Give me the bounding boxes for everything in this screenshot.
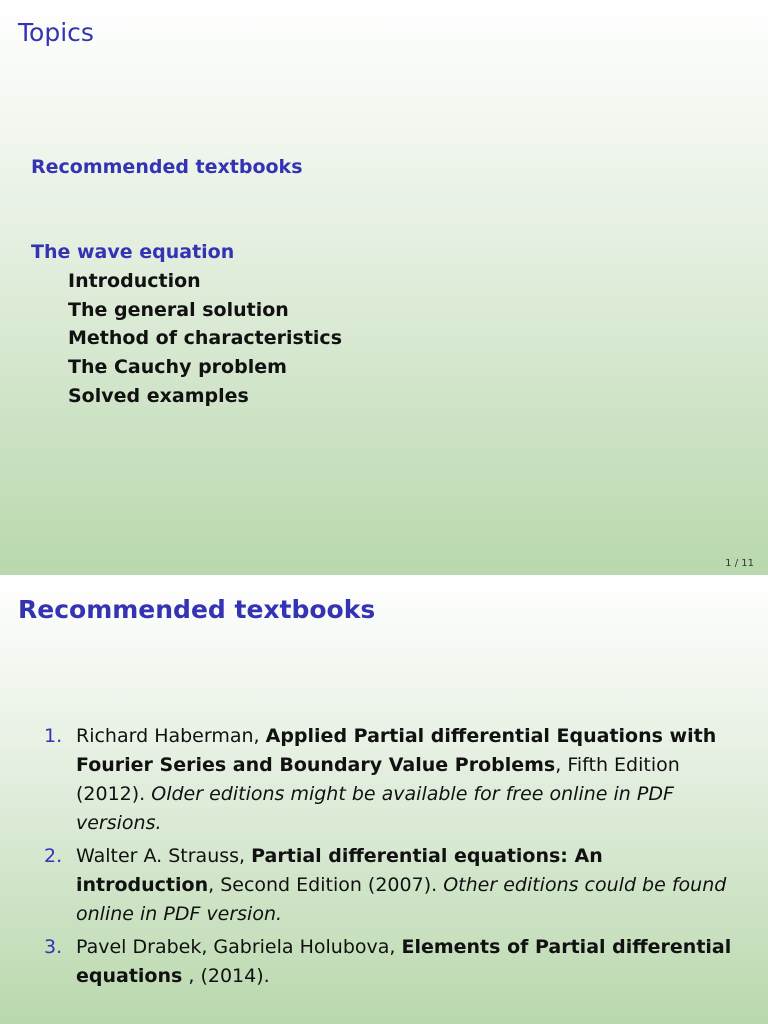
book-authors: Walter A. Strauss,: [76, 845, 252, 867]
slide-title: Topics: [18, 18, 94, 47]
toc-subsection-method-of-characteristics[interactable]: Method of characteristics: [68, 327, 342, 349]
book-details: , Fifth Edition (2012).: [76, 754, 680, 805]
book-title: Elements of Partial differential equations: [76, 936, 732, 987]
toc-subsection-cauchy-problem[interactable]: The Cauchy problem: [68, 356, 287, 378]
slide-recommended-textbooks: [0, 577, 768, 1024]
book-title: Applied Partial differential Equations with Fourier Series and Boundary Value Problems: [76, 725, 717, 776]
book-note: Older editions might be available for free online in PDF versions.: [76, 783, 674, 834]
item-number: 3.: [44, 936, 63, 958]
book-note: Other editions could be found online in PDF version.: [76, 874, 727, 925]
book-details: , (2014).: [182, 965, 270, 987]
toc-section-recommended-textbooks[interactable]: Recommended textbooks: [31, 156, 303, 178]
toc-subsection-introduction[interactable]: Introduction: [68, 270, 201, 292]
toc-subsection-solved-examples[interactable]: Solved examples: [68, 385, 249, 407]
page-number: 1 / 11: [725, 558, 754, 569]
list-item: [44, 722, 744, 838]
book-details: , Second Edition (2007).: [208, 874, 444, 896]
toc-subsection-general-solution[interactable]: The general solution: [68, 299, 289, 321]
list-item: [44, 933, 744, 991]
book-authors: Pavel Drabek, Gabriela Holubova,: [76, 936, 402, 958]
item-number: 2.: [44, 845, 63, 867]
slide-title: Recommended textbooks: [18, 595, 376, 624]
book-title: Partial differential equations: An introduction: [76, 845, 603, 896]
item-number: 1.: [44, 725, 63, 747]
list-item: [44, 842, 744, 929]
toc-section-wave-equation[interactable]: The wave equation: [31, 241, 235, 263]
book-authors: Richard Haberman,: [76, 725, 266, 747]
textbook-list: [44, 722, 744, 995]
